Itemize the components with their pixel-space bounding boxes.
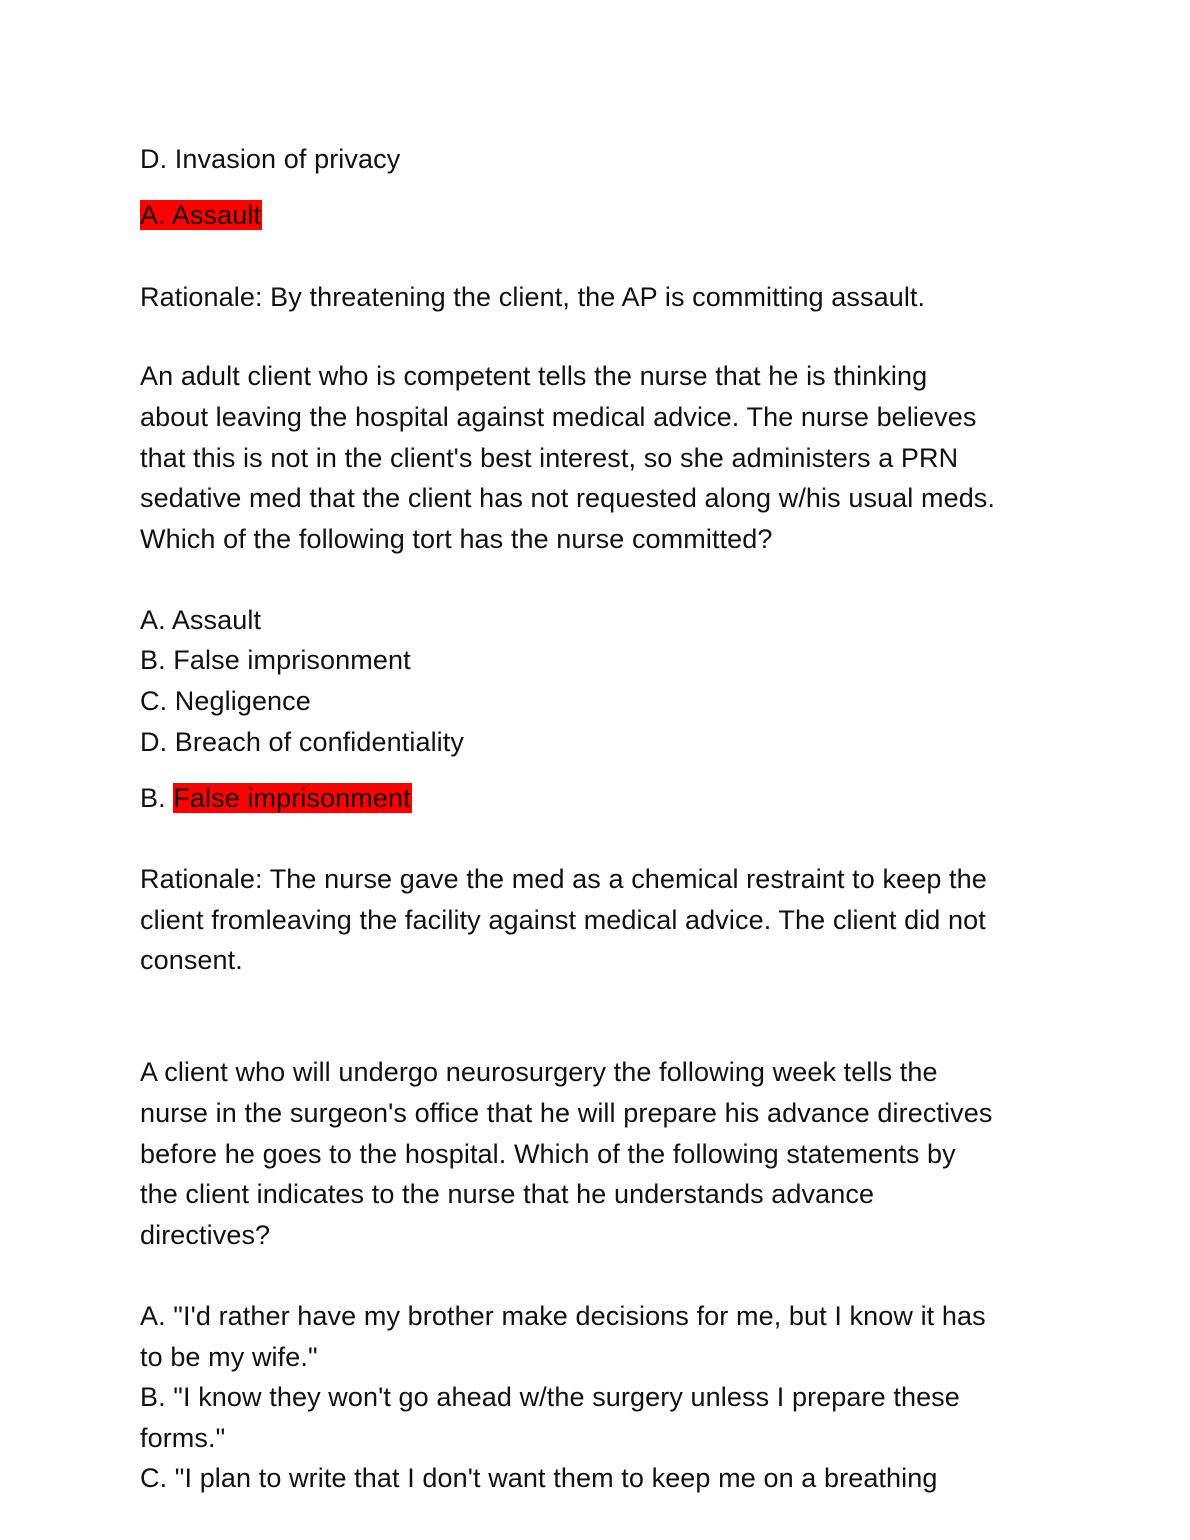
q2-option-line: A. "I'd rather have my brother make decisions for me, but I know it has bbox=[140, 1301, 986, 1331]
q1-answer-prefix: B. bbox=[140, 783, 174, 813]
q1-stem-line: that this is not in the client's best interest, so she administers a PRN bbox=[140, 443, 959, 473]
answer-highlight: False imprisonment bbox=[173, 783, 411, 813]
q2-option-line: C. "I plan to write that I don't want them to keep me on a breathing bbox=[140, 1463, 938, 1493]
q2-stem-line: A client who will undergo neurosurgery the following week tells the bbox=[140, 1057, 938, 1087]
q0-rationale: Rationale: By threatening the client, the AP is committing assault. bbox=[140, 282, 926, 312]
q1-stem-line: sedative med that the client has not requested along w/his usual meds. bbox=[140, 483, 996, 513]
q1-option-d: D. Breach of confidentiality bbox=[140, 727, 464, 757]
q1-rationale-line: Rationale: The nurse gave the med as a chemical restraint to keep the bbox=[140, 864, 987, 894]
q1-rationale-line: client fromleaving the facility against medical advice. The client did not bbox=[140, 905, 986, 935]
q1-option-c: C. Negligence bbox=[140, 686, 311, 716]
q0-option-d: D. Invasion of privacy bbox=[140, 144, 401, 174]
q1-rationale-line: consent. bbox=[140, 945, 243, 975]
q1-stem-line: An adult client who is competent tells the nurse that he is thinking bbox=[140, 361, 928, 391]
q1-option-a: A. Assault bbox=[140, 605, 262, 635]
answer-highlight: A. Assault bbox=[140, 200, 262, 230]
q2-option-line: forms." bbox=[140, 1423, 226, 1453]
q1-stem-line: about leaving the hospital against medical advice. The nurse believes bbox=[140, 402, 977, 432]
q2-option-line: B. "I know they won't go ahead w/the surgery unless I prepare these bbox=[140, 1382, 960, 1412]
q1-stem-line: Which of the following tort has the nurse committed? bbox=[140, 524, 773, 554]
q2-stem-line: nurse in the surgeon's office that he will prepare his advance directives bbox=[140, 1098, 993, 1128]
q0-answer bbox=[140, 195, 262, 236]
q1-answer bbox=[140, 778, 412, 819]
q2-stem-line: before he goes to the hospital. Which of the following statements by bbox=[140, 1139, 956, 1169]
q2-stem-line: directives? bbox=[140, 1220, 271, 1250]
q2-stem-line: the client indicates to the nurse that he understands advance bbox=[140, 1179, 875, 1209]
q1-option-b: B. False imprisonment bbox=[140, 645, 411, 675]
q2-option-line: to be my wife." bbox=[140, 1342, 318, 1372]
